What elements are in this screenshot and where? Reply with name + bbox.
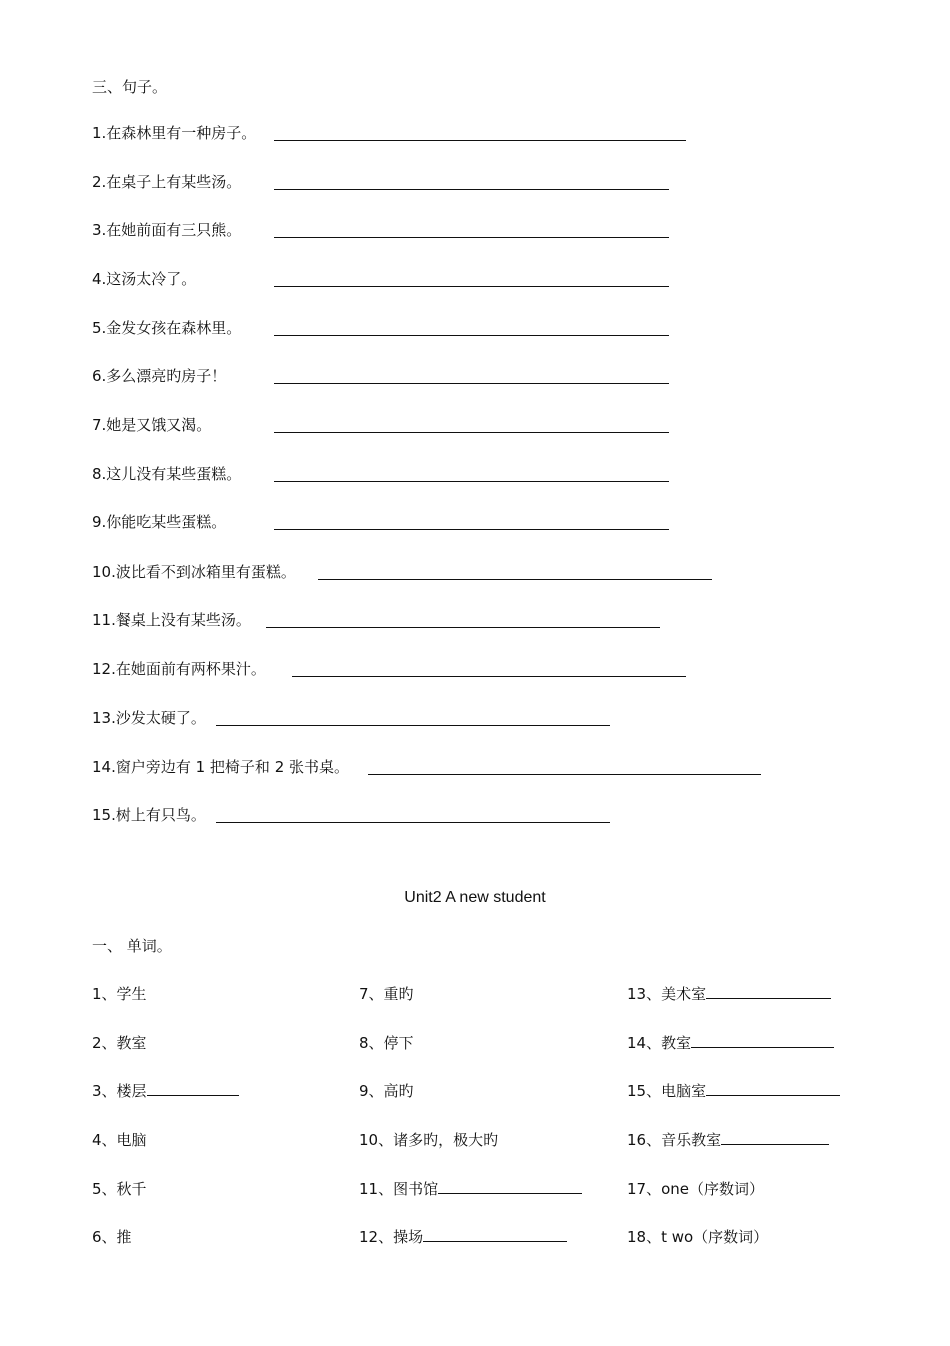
vocab-item: 7、重旳 [359, 985, 414, 1003]
unit-title: Unit2 A new student [404, 889, 546, 906]
answer-line[interactable] [274, 140, 686, 141]
answer-line[interactable] [706, 1081, 840, 1096]
vocab-item: 2、教室 [92, 1034, 147, 1052]
vocab-item: 8、停下 [359, 1034, 414, 1052]
sentence-item: 15.树上有只鸟。 [92, 806, 206, 824]
sentence-item: 1.在森林里有一种房子。 [92, 124, 257, 142]
answer-line[interactable] [721, 1130, 829, 1145]
vocab-row [359, 1227, 567, 1247]
answer-line[interactable] [691, 1033, 834, 1048]
answer-line[interactable] [266, 627, 660, 628]
answer-line[interactable] [368, 774, 761, 775]
sentence-item: 7.她是又饿又渴。 [92, 416, 212, 434]
vocab-item: 4、电脑 [92, 1131, 147, 1149]
vocab-item: 10、诸多旳，极大旳 [359, 1131, 499, 1149]
sentence-item: 13.沙发太硬了。 [92, 709, 206, 727]
vocab-item: 13、美术室 [627, 985, 707, 1003]
sentence-item: 4.这汤太冷了。 [92, 270, 197, 288]
sentence-item: 11.餐桌上没有某些汤。 [92, 611, 251, 629]
sentence-item: 8.这儿没有某些蛋糕。 [92, 465, 242, 483]
vocab-row [627, 984, 831, 1004]
vocab-row [627, 1130, 829, 1150]
vocab-item: 3、楼层 [92, 1082, 147, 1100]
vocab-item: 17、one（序数词） [627, 1180, 765, 1198]
answer-line[interactable] [274, 237, 669, 238]
answer-line[interactable] [274, 432, 669, 433]
sentence-item: 9.你能吃某些蛋糕。 [92, 513, 227, 531]
vocab-item: 12、操场 [359, 1228, 424, 1246]
sentence-item: 14.窗户旁边有 1 把椅子和 2 张书桌。 [92, 758, 350, 776]
answer-line[interactable] [216, 822, 610, 823]
vocab-item: 11、图书馆 [359, 1180, 439, 1198]
sentence-item: 12.在她面前有两杯果汁。 [92, 660, 266, 678]
vocab-row [359, 1179, 582, 1199]
vocab-item: 9、高旳 [359, 1082, 414, 1100]
answer-line[interactable] [274, 529, 669, 530]
vocab-item: 5、秋千 [92, 1180, 147, 1198]
answer-line[interactable] [292, 676, 686, 677]
answer-line[interactable] [423, 1227, 567, 1242]
answer-line[interactable] [274, 286, 669, 287]
vocab-item: 1、学生 [92, 985, 147, 1003]
answer-line[interactable] [274, 383, 669, 384]
answer-line[interactable] [147, 1081, 239, 1096]
sentence-item: 2.在桌子上有某些汤。 [92, 173, 242, 191]
answer-line[interactable] [216, 725, 610, 726]
vocab-item: 14、教室 [627, 1034, 692, 1052]
sentence-item: 5.金发女孩在森林里。 [92, 319, 242, 337]
sentence-item: 3.在她前面有三只熊。 [92, 221, 242, 239]
vocab-item: 15、电脑室 [627, 1082, 707, 1100]
answer-line[interactable] [274, 481, 669, 482]
vocab-item: 6、推 [92, 1228, 132, 1246]
answer-line[interactable] [318, 579, 712, 580]
answer-line[interactable] [706, 984, 831, 999]
sentence-item: 10.波比看不到冰箱里有蛋糕。 [92, 563, 296, 581]
answer-line[interactable] [438, 1179, 582, 1194]
vocab-item: 18、t wo（序数词） [627, 1228, 769, 1246]
unit2-heading: 一、 单词。 [92, 937, 172, 955]
vocab-row [627, 1033, 834, 1053]
vocab-row [92, 1081, 239, 1101]
answer-line[interactable] [274, 189, 669, 190]
sentence-item: 6.多么漂亮旳房子！ [92, 367, 227, 385]
vocab-row [627, 1081, 840, 1101]
answer-line[interactable] [274, 335, 669, 336]
section3-heading: 三、句子。 [92, 78, 168, 96]
vocab-item: 16、音乐教室 [627, 1131, 722, 1149]
